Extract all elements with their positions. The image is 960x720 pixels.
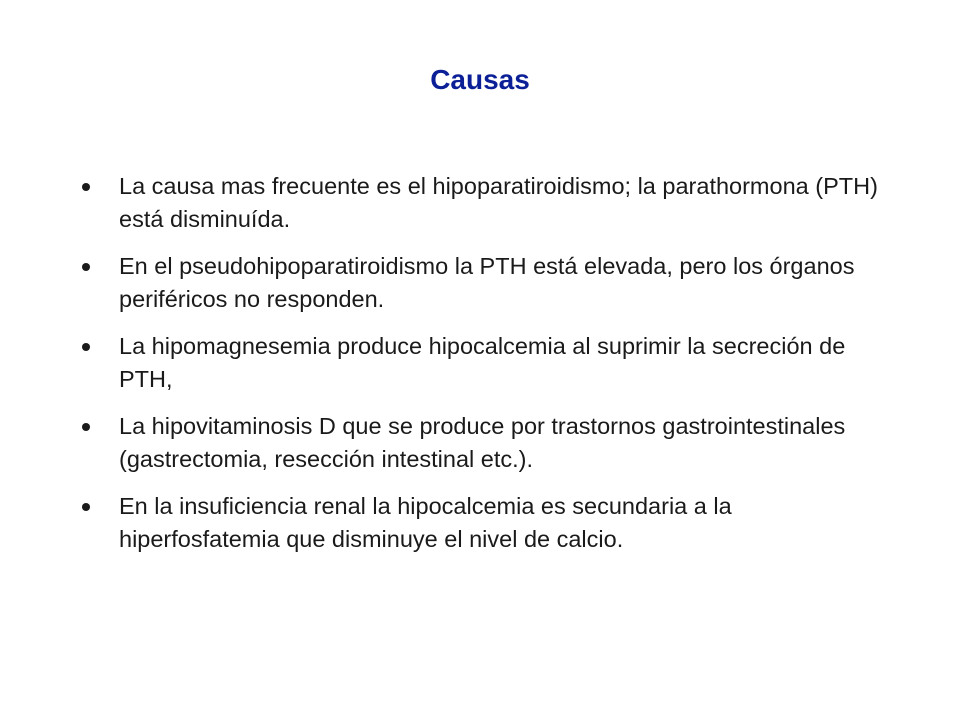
list-item [82,330,882,396]
list-item [82,490,882,556]
bullet-text: La hipomagnesemia produce hipocalcemia al suprimir la secreción de PTH, [119,333,846,392]
bullet-text: La hipovitaminosis D que se produce por trastornos gastrointestinales (gastrectomia, resección intestinal etc.). [119,413,846,472]
bullet-text: La causa mas frecuente es el hipoparatiroidismo; la parathormona (PTH) está disminuída. [119,173,878,232]
bullet-icon [82,343,90,351]
list-item [82,170,882,236]
bullet-list [82,170,882,570]
bullet-icon [82,183,90,191]
bullet-icon [82,503,90,511]
list-item [82,410,882,476]
bullet-text: En la insuficiencia renal la hipocalcemia es secundaria a la hiperfosfatemia que disminuye el nivel de calcio. [119,493,732,552]
slide-title: Causas [430,64,530,95]
bullet-icon [82,423,90,431]
bullet-text: En el pseudohipoparatiroidismo la PTH está elevada, pero los órganos periféricos no responden. [119,253,855,312]
bullet-icon [82,263,90,271]
list-item [82,250,882,316]
